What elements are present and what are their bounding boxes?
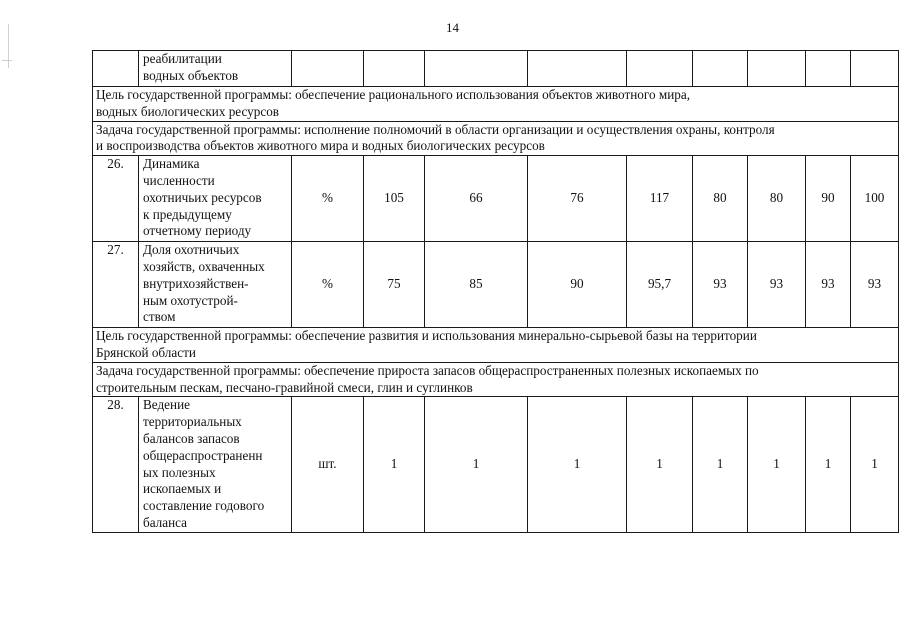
indicator-name-line: балансов запасов xyxy=(143,430,240,446)
value-cell: 1 xyxy=(851,397,899,533)
goal-text-cell xyxy=(93,362,899,397)
indicator-name-line: к предыдущему xyxy=(143,206,232,222)
value-cell xyxy=(806,51,851,87)
value-cell: 1 xyxy=(364,397,425,533)
scan-edge-mark xyxy=(2,60,12,61)
indicator-name-line: Доля охотничьих xyxy=(143,242,240,258)
goal-text-line: Брянской области xyxy=(96,344,196,360)
indicator-name-cell xyxy=(139,51,292,87)
goal-text-line: Цель государственной программы: обеспечение развития и использования минерально-сырьевой базы на территории xyxy=(96,328,757,344)
value-cell: 1 xyxy=(806,397,851,533)
value-cell xyxy=(693,51,748,87)
scan-edge-mark xyxy=(8,24,9,68)
value-cell: 80 xyxy=(693,156,748,242)
indicator-name-cell xyxy=(139,397,292,533)
value-cell: 105 xyxy=(364,156,425,242)
goal-row xyxy=(93,362,899,397)
indicator-name-line: численности xyxy=(143,172,215,188)
row-number-cell: 26. xyxy=(93,156,139,242)
value-cell: 117 xyxy=(627,156,693,242)
goal-row xyxy=(93,121,899,156)
value-cell: 1 xyxy=(425,397,528,533)
indicator-name-line: ным охотустрой- xyxy=(143,292,238,308)
row-number-cell xyxy=(93,51,139,87)
indicator-name-line: Динамика xyxy=(143,156,200,172)
indicators-table xyxy=(92,50,899,533)
value-cell: 93 xyxy=(851,242,899,328)
unit-cell: шт. xyxy=(292,397,364,533)
indicator-name-line: баланса xyxy=(143,514,188,530)
goal-text-cell xyxy=(93,121,899,156)
indicator-name-cell xyxy=(139,242,292,328)
value-cell: 95,7 xyxy=(627,242,693,328)
row-number-cell: 28. xyxy=(93,397,139,533)
goal-text-line: строительным пескам, песчано-гравийной смеси, глин и суглинков xyxy=(96,379,473,395)
indicator-name-line: ством xyxy=(143,309,176,325)
value-cell xyxy=(748,51,806,87)
goal-text-line: Задача государственной программы: исполнение полномочий в области организации и осуществления охраны, контроля xyxy=(96,121,775,137)
page-number: 14 xyxy=(446,20,459,35)
goal-text-line: водных биологических ресурсов xyxy=(96,103,280,119)
indicator-name-line: хозяйств, охваченных xyxy=(143,258,265,274)
indicator-name-line: составление годового xyxy=(143,498,265,514)
indicator-name-cell xyxy=(139,156,292,242)
value-cell xyxy=(364,51,425,87)
goal-row xyxy=(93,328,899,363)
value-cell: 93 xyxy=(748,242,806,328)
indicator-name-line: ископаемых и xyxy=(143,481,222,497)
unit-cell xyxy=(292,51,364,87)
value-cell: 100 xyxy=(851,156,899,242)
indicator-name-line: общераспространенн xyxy=(143,447,263,463)
value-cell xyxy=(528,51,627,87)
goal-text-line: и воспроизводства объектов животного мира и водных биологических ресурсов xyxy=(96,138,545,154)
value-cell: 1 xyxy=(627,397,693,533)
indicator-name-line: внутрихозяйствен- xyxy=(143,275,249,291)
value-cell: 1 xyxy=(748,397,806,533)
goal-text-line: Задача государственной программы: обеспечение прироста запасов общераспространенных полезных ископаемых по xyxy=(96,362,759,378)
table-row xyxy=(93,51,899,87)
goal-row xyxy=(93,87,899,122)
indicator-name-line: Ведение xyxy=(143,397,191,413)
value-cell: 75 xyxy=(364,242,425,328)
value-cell xyxy=(851,51,899,87)
indicator-name-line: территориальных xyxy=(143,414,242,430)
indicator-name-line: ых полезных xyxy=(143,464,216,480)
indicator-name-line: реабилитации xyxy=(143,51,222,66)
value-cell: 76 xyxy=(528,156,627,242)
indicator-name-line: охотничьих ресурсов xyxy=(143,189,262,205)
value-cell xyxy=(627,51,693,87)
unit-cell: % xyxy=(292,242,364,328)
goal-text-cell xyxy=(93,87,899,122)
value-cell: 90 xyxy=(806,156,851,242)
table-row xyxy=(93,242,899,328)
value-cell xyxy=(425,51,528,87)
unit-cell: % xyxy=(292,156,364,242)
row-number-cell: 27. xyxy=(93,242,139,328)
value-cell: 1 xyxy=(693,397,748,533)
value-cell: 93 xyxy=(806,242,851,328)
indicator-name-line: отчетному периоду xyxy=(143,223,252,239)
goal-text-cell xyxy=(93,328,899,363)
value-cell: 90 xyxy=(528,242,627,328)
value-cell: 80 xyxy=(748,156,806,242)
goal-text-line: Цель государственной программы: обеспечение рационального использования объектов животного мира, xyxy=(96,87,690,102)
indicator-name-line: водных объектов xyxy=(143,67,239,83)
value-cell: 66 xyxy=(425,156,528,242)
table-row xyxy=(93,156,899,242)
table-body xyxy=(93,51,899,533)
value-cell: 1 xyxy=(528,397,627,533)
value-cell: 85 xyxy=(425,242,528,328)
value-cell: 93 xyxy=(693,242,748,328)
table-row xyxy=(93,397,899,533)
